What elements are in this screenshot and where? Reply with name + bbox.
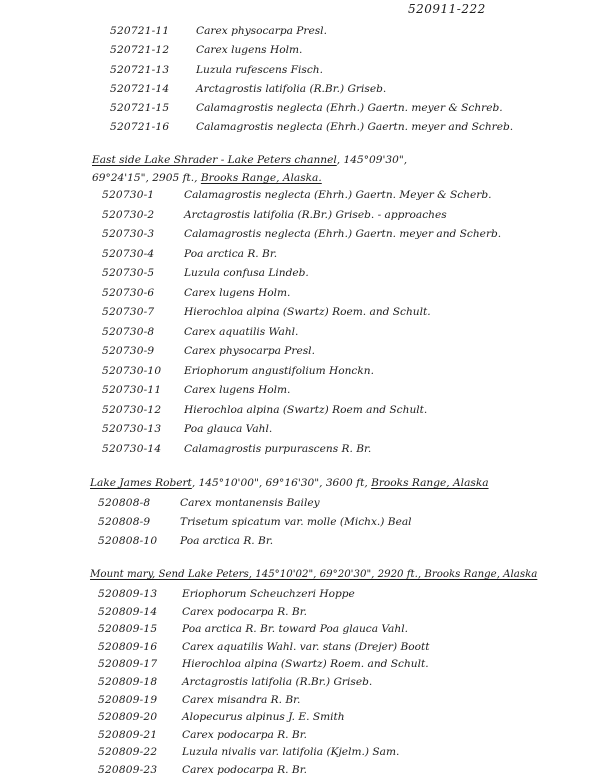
specimen-number: 520721-15	[110, 102, 170, 114]
list-item	[110, 120, 513, 134]
species-name: Poa arctica R. Br. toward Poa glauca Vahl.	[182, 623, 408, 636]
list-item	[98, 693, 300, 707]
locality-region: Brooks Range, Alaska.	[200, 172, 322, 184]
specimen-number: 520721-12	[110, 44, 170, 56]
list-item	[98, 710, 345, 724]
list-item	[110, 24, 327, 38]
specimen-number: 520809-21	[98, 728, 158, 741]
species-name: Eriophorum angustifolium Honckn.	[184, 365, 374, 377]
species-name: Luzula confusa Lindeb.	[184, 267, 309, 279]
specimen-number: 520730-9	[102, 345, 155, 357]
specimen-number: 520809-22	[98, 746, 158, 759]
specimen-number: 520730-4	[102, 248, 155, 260]
list-item	[98, 763, 307, 777]
locality-region: Brooks Range, Alaska	[371, 477, 489, 489]
species-name: Calamagrostis neglecta (Ehrh.) Gaertn. meyer and Schreb.	[196, 121, 514, 133]
list-item	[102, 266, 309, 280]
specimen-number: 520809-19	[98, 693, 158, 706]
locality-coordinates: , 145°10'00", 69°16'30", 3600 ft,	[191, 477, 372, 489]
specimen-number: 520730-3	[102, 228, 155, 240]
species-name: Carex lugens Holm.	[184, 287, 291, 299]
specimen-number: 520721-16	[110, 121, 170, 133]
species-name: Poa glauca Vahl.	[184, 423, 273, 435]
specimen-number: 520809-14	[98, 605, 158, 618]
species-name: Arctagrostis latifolia (R.Br.) Griseb.	[196, 83, 387, 95]
specimen-number: 520721-13	[110, 64, 170, 76]
specimen-number: 520730-1	[102, 189, 155, 201]
species-name: Hierochloa alpina (Swartz) Roem. and Schult.	[184, 306, 431, 318]
list-item	[98, 640, 430, 654]
species-name: Calamagrostis purpurascens R. Br.	[184, 443, 372, 455]
list-item	[102, 364, 374, 378]
specimen-number: 520809-15	[98, 623, 158, 636]
specimen-number: 520809-16	[98, 640, 158, 653]
list-item	[102, 188, 491, 202]
specimen-number: 520721-11	[110, 25, 170, 37]
specimen-number: 520809-20	[98, 711, 158, 724]
species-name: Carex podocarpa R. Br.	[182, 764, 307, 776]
species-name: Eriophorum Scheuchzeri Hoppe	[182, 588, 355, 600]
list-item	[102, 305, 431, 319]
list-item	[98, 745, 399, 759]
specimen-number: 520809-23	[98, 764, 158, 776]
list-item	[102, 383, 290, 397]
list-item	[98, 728, 307, 742]
specimen-number: 520730-7	[102, 306, 155, 318]
list-item	[102, 403, 427, 417]
list-item	[102, 442, 371, 456]
species-name: Carex physocarpa Presl.	[184, 345, 315, 357]
species-name: Luzula nivalis var. latifolia (Kjelm.) Sam.	[182, 746, 400, 759]
list-item	[98, 496, 320, 510]
page-id: 520911-222	[408, 2, 486, 16]
list-item	[98, 605, 307, 619]
species-name: Carex montanensis Bailey	[180, 497, 320, 509]
list-item	[102, 286, 290, 300]
specimen-number: 520730-12	[102, 404, 162, 416]
list-item	[102, 247, 277, 261]
specimen-number: 520730-2	[102, 209, 155, 221]
locality-header	[90, 476, 489, 490]
specimen-number: 520808-10	[98, 535, 158, 547]
specimen-number: 520730-6	[102, 287, 155, 299]
locality-coordinates: , 145°09'30",	[336, 154, 408, 166]
list-item	[110, 63, 323, 77]
list-item	[102, 325, 298, 339]
species-name: Carex aquatilis Wahl. var. stans (Drejer) Boott	[182, 640, 430, 653]
list-item	[102, 208, 447, 222]
locality-name: Mount mary, Send Lake Peters, 145°10'02", 69°20'30", 2920 ft., Brooks Range, Alaska	[90, 569, 538, 580]
list-item	[102, 344, 315, 358]
species-name: Carex lugens Holm.	[196, 44, 303, 56]
species-name: Trisetum spicatum var. molle (Michx.) Beal	[180, 516, 412, 528]
specimen-number: 520730-11	[102, 384, 162, 396]
species-name: Poa arctica R. Br.	[180, 535, 274, 547]
species-name: Carex lugens Holm.	[184, 384, 291, 396]
list-item	[102, 227, 501, 241]
species-name: Carex podocarpa R. Br.	[182, 605, 307, 618]
species-name: Luzula rufescens Fisch.	[196, 64, 323, 76]
species-name: Carex physocarpa Presl.	[196, 25, 327, 37]
locality-header	[90, 568, 537, 582]
species-name: Hierochloa alpina (Swartz) Roem and Schult.	[184, 404, 428, 416]
specimen-number: 520808-8	[98, 497, 151, 509]
list-item	[98, 515, 412, 529]
specimen-number: 520730-8	[102, 326, 155, 338]
specimen-number: 520721-14	[110, 83, 170, 95]
specimen-number: 520730-5	[102, 267, 155, 279]
species-name: Carex aquatilis Wahl.	[184, 326, 299, 338]
specimen-number: 520809-13	[98, 588, 158, 600]
specimen-number: 520808-9	[98, 516, 151, 528]
species-name: Carex misandra R. Br.	[182, 693, 301, 706]
locality-header	[92, 153, 407, 167]
list-item	[102, 422, 272, 436]
species-name: Carex podocarpa R. Br.	[182, 728, 307, 741]
specimen-number: 520809-18	[98, 676, 158, 688]
list-item	[98, 622, 408, 636]
locality-header-continued	[92, 171, 322, 185]
list-item	[98, 675, 372, 689]
species-name: Alopecurus alpinus J. E. Smith	[182, 711, 345, 724]
specimen-number: 520730-13	[102, 423, 162, 435]
species-name: Arctagrostis latifolia (R.Br.) Griseb.	[182, 676, 373, 688]
locality-elevation: 69°24'15", 2905 ft.,	[92, 172, 201, 184]
list-item	[98, 534, 273, 548]
species-name: Hierochloa alpina (Swartz) Roem. and Schult.	[182, 658, 429, 671]
species-name: Arctagrostis latifolia (R.Br.) Griseb. - approaches	[184, 209, 447, 221]
list-item	[110, 43, 302, 57]
specimen-number: 520809-17	[98, 658, 158, 671]
specimen-number: 520730-14	[102, 443, 162, 455]
list-item	[98, 587, 355, 601]
locality-name: East side Lake Shrader - Lake Peters channel	[92, 154, 337, 166]
list-item	[98, 657, 429, 671]
locality-name: Lake James Robert	[90, 477, 192, 489]
specimen-number: 520730-10	[102, 365, 162, 377]
list-item	[110, 82, 386, 96]
species-name: Calamagrostis neglecta (Ehrh.) Gaertn. Meyer & Scherb.	[184, 189, 492, 201]
list-item	[110, 101, 503, 115]
species-name: Poa arctica R. Br.	[184, 248, 278, 260]
species-name: Calamagrostis neglecta (Ehrh.) Gaertn. meyer & Schreb.	[196, 102, 503, 114]
species-name: Calamagrostis neglecta (Ehrh.) Gaertn. meyer and Scherb.	[184, 228, 502, 240]
